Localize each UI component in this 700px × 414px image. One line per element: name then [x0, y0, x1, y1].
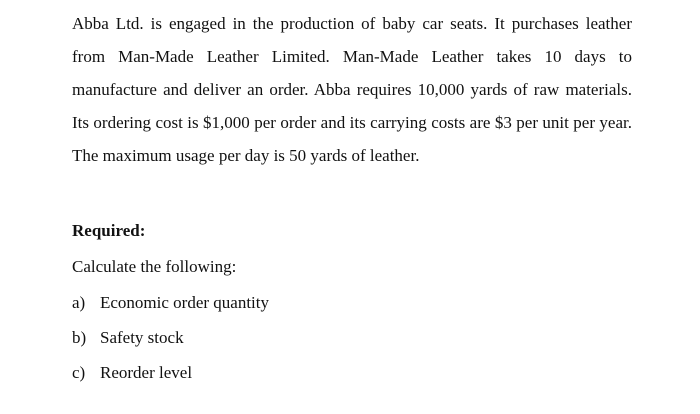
problem-paragraph: Abba Ltd. is engaged in the production of baby car seats. It purchases leather from Man-Made Leather Limited. Man-Made Leather takes 10 days to manufacture and deliver an order. Abba requires 10,000 yards of raw materials. Its ordering cost is $1,000 per order and its carrying costs are $3 per unit per year. The maximum usage per day is 50 yards of leather. — [72, 14, 632, 165]
list-marker: a) — [72, 293, 86, 312]
list-item — [72, 285, 269, 320]
list-item-text: Safety stock — [100, 328, 184, 347]
list-marker: c) — [72, 363, 86, 382]
required-heading: Required: — [72, 221, 146, 240]
document-page — [72, 0, 632, 382]
list-item — [72, 355, 269, 390]
instruction-text: Calculate the following: — [72, 257, 237, 276]
required-list — [72, 285, 269, 390]
list-item-text: Reorder level — [100, 363, 193, 382]
list-item-text: Economic order quantity — [100, 293, 270, 312]
list-marker: b) — [72, 328, 87, 347]
list-item — [72, 320, 269, 355]
